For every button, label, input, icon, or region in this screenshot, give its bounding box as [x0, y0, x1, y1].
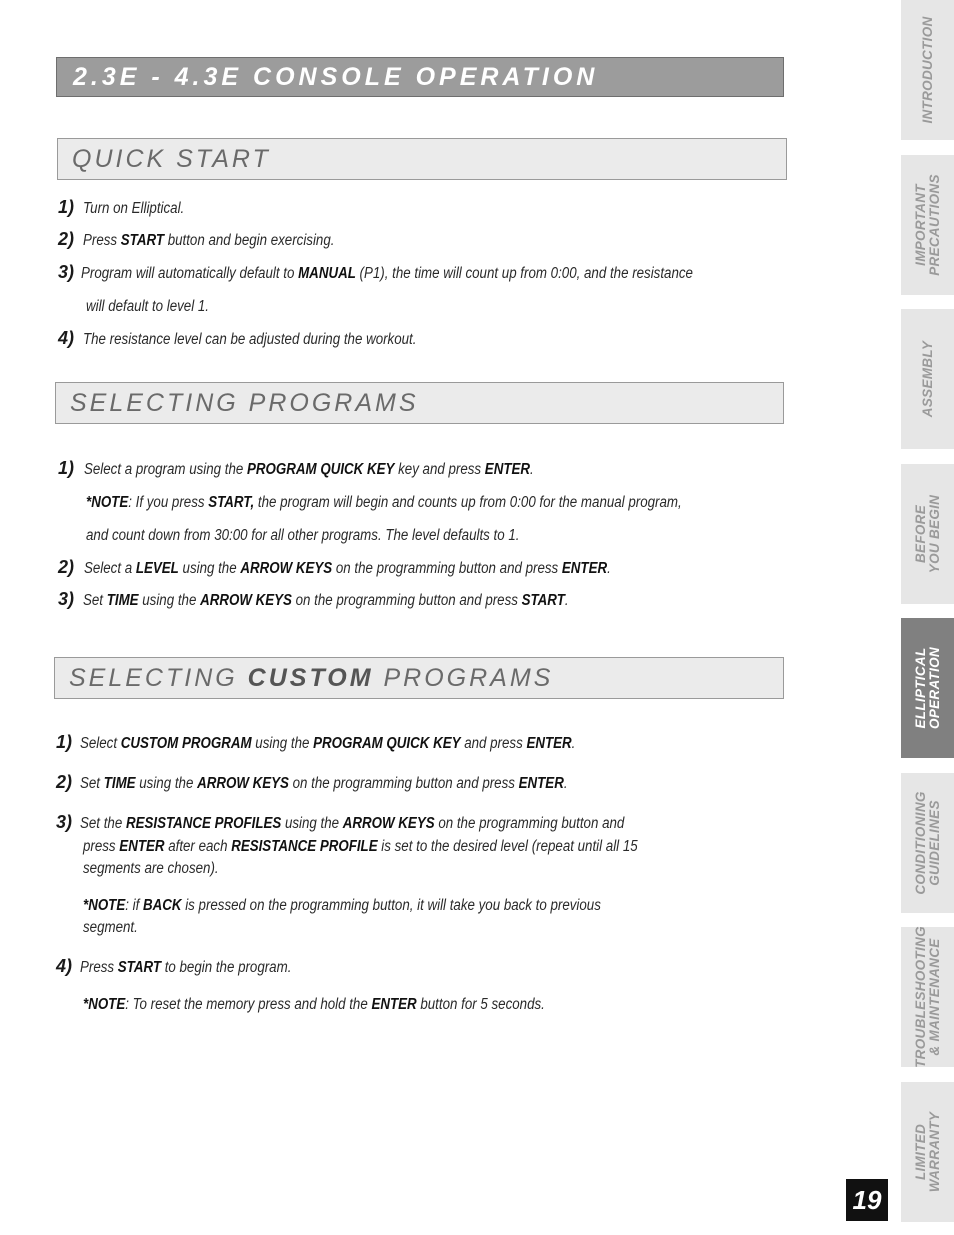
- text-run: on the programming button and: [434, 815, 625, 832]
- item-number: 1): [58, 197, 75, 217]
- text-run: using the: [135, 775, 198, 792]
- keyword: ENTER: [518, 775, 564, 792]
- selecting-custom-title: [69, 664, 553, 693]
- tab-label: IMPORTANT PRECAUTIONS: [912, 174, 942, 276]
- item-number: 1): [58, 458, 75, 478]
- keyword: PROGRAM QUICK KEY: [313, 735, 461, 752]
- text-run: the program will begin and counts up from 0:00 for the manual program,: [254, 494, 682, 511]
- tab-limited-warranty[interactable]: [901, 1082, 954, 1222]
- tab-assembly[interactable]: [901, 309, 954, 449]
- text-run: button and begin exercising.: [163, 232, 335, 249]
- text-run: using the: [281, 815, 343, 832]
- keyword: MANUAL: [298, 265, 356, 282]
- keyword: START: [117, 959, 161, 976]
- text-run: on the programming button and press: [288, 775, 519, 792]
- text-run: Press: [80, 959, 118, 976]
- keyword: TIME: [106, 592, 139, 609]
- text-run: Press: [83, 232, 121, 249]
- instruction-line: [83, 838, 638, 856]
- keyword: *NOTE: [83, 897, 126, 914]
- tab-label: BEFORE YOU BEGIN: [912, 494, 942, 574]
- keyword: START: [521, 592, 565, 609]
- instruction-line: [83, 996, 545, 1014]
- instruction-line: [80, 775, 568, 793]
- text-run: is set to the desired level (repeat until all 15: [377, 838, 638, 855]
- selecting-programs-header: [55, 382, 784, 424]
- text-run: press: [83, 838, 120, 855]
- text-run: .: [563, 775, 568, 792]
- quick-start-header: [57, 138, 787, 180]
- tab-label: LIMITED WARRANTY: [912, 1111, 942, 1193]
- text-run: Set: [80, 775, 104, 792]
- instruction-line: [86, 494, 682, 512]
- item-number: 2): [58, 229, 75, 249]
- text-run: : To reset the memory press and hold the: [125, 996, 372, 1013]
- tab-conditioning-guidelines[interactable]: [901, 773, 954, 913]
- keyword: BACK: [142, 897, 182, 914]
- text-run: .: [564, 592, 569, 609]
- instruction-line: [83, 200, 184, 218]
- item-number: 2): [56, 772, 73, 792]
- text-run: Select: [80, 735, 121, 752]
- text-run: to begin the program.: [160, 959, 292, 976]
- instruction-line: [83, 232, 334, 250]
- quick-start-title: QUICK START: [72, 145, 271, 173]
- instruction-line: [80, 815, 624, 833]
- instruction-line: [86, 298, 209, 316]
- chapter-tabs: [901, 0, 954, 1235]
- item-number: 3): [56, 812, 73, 832]
- tab-introduction[interactable]: [901, 0, 954, 140]
- text-run: Set: [83, 592, 107, 609]
- tab-label: INTRODUCTION: [919, 16, 935, 124]
- keyword: ARROW KEYS: [200, 592, 292, 609]
- text-run: Select a program using the: [84, 461, 248, 478]
- title-pre: SELECTING: [69, 664, 248, 692]
- text-run: : If you press: [128, 494, 209, 511]
- selecting-programs-title: SELECTING PROGRAMS: [70, 389, 419, 417]
- instruction-line: [84, 461, 534, 479]
- keyword: RESISTANCE PROFILES: [125, 815, 282, 832]
- text-run: using the: [178, 560, 241, 577]
- keyword: *NOTE: [86, 494, 129, 511]
- keyword: START,: [208, 494, 255, 511]
- instruction-line: [86, 527, 519, 545]
- page-title: 2.3E - 4.3E CONSOLE OPERATION: [73, 63, 599, 91]
- keyword: PROGRAM QUICK KEY: [247, 461, 395, 478]
- tab-before-you-begin[interactable]: [901, 464, 954, 604]
- text-run: segments are chosen).: [83, 860, 219, 877]
- keyword: ENTER: [561, 560, 608, 577]
- keyword: TIME: [103, 775, 136, 792]
- selecting-custom-header: [54, 657, 784, 699]
- text-run: Program will automatically default to: [81, 265, 299, 282]
- text-run: will default to level 1.: [86, 298, 210, 315]
- keyword: ENTER: [371, 996, 417, 1013]
- tab-label: ASSEMBLY: [919, 340, 935, 418]
- tab-label: CONDITIONING GUIDELINES: [912, 791, 942, 895]
- tab-troubleshooting-maintenance[interactable]: [901, 927, 954, 1067]
- keyword: ARROW KEYS: [342, 815, 435, 832]
- item-number: 3): [58, 589, 75, 609]
- instruction-line: [83, 897, 601, 915]
- item-number: 4): [58, 328, 75, 348]
- tab-label: ELLIPTICAL OPERATION: [912, 647, 942, 729]
- text-run: Turn on Elliptical.: [83, 200, 185, 217]
- keyword: RESISTANCE PROFILE: [231, 838, 378, 855]
- keyword: LEVEL: [135, 560, 179, 577]
- keyword: START: [120, 232, 164, 249]
- instruction-line: [83, 331, 416, 349]
- keyword: ENTER: [526, 735, 572, 752]
- instruction-line: [83, 919, 138, 937]
- text-run: Select a: [84, 560, 136, 577]
- page-title-bar: [56, 57, 784, 97]
- text-run: is pressed on the programming button, it will take you back to previous: [181, 897, 601, 914]
- text-run: key and press: [394, 461, 485, 478]
- text-run: The resistance level can be adjusted during the workout.: [83, 331, 417, 348]
- text-run: .: [529, 461, 534, 478]
- text-run: using the: [138, 592, 201, 609]
- instruction-line: [81, 265, 693, 283]
- text-run: after each: [164, 838, 232, 855]
- keyword: *NOTE: [83, 996, 126, 1013]
- text-run: on the programming button and press: [332, 560, 562, 577]
- text-run: : if: [125, 897, 143, 914]
- item-number: 2): [58, 557, 75, 577]
- tab-elliptical-operation[interactable]: [901, 618, 954, 758]
- text-run: and count down from 30:00 for all other programs. The level defaults to 1.: [86, 527, 520, 544]
- keyword: ARROW KEYS: [197, 775, 289, 792]
- text-run: (P1), the time will count up from 0:00, and the resistance: [355, 265, 693, 282]
- tab-label: TROUBLESHOOTING & MAINTENANCE: [912, 926, 942, 1068]
- text-run: Set the: [80, 815, 126, 832]
- text-run: segment.: [83, 919, 138, 936]
- keyword: ENTER: [484, 461, 530, 478]
- title-bold: CUSTOM: [247, 664, 374, 692]
- keyword: ENTER: [119, 838, 165, 855]
- instruction-line: [83, 592, 569, 610]
- text-run: and press: [460, 735, 527, 752]
- keyword: CUSTOM PROGRAM: [120, 735, 252, 752]
- keyword: ARROW KEYS: [240, 560, 333, 577]
- text-run: .: [607, 560, 611, 577]
- text-run: on the programming button and press: [291, 592, 522, 609]
- page-number: 19: [846, 1179, 888, 1221]
- instruction-line: [80, 735, 575, 753]
- item-number: 4): [56, 956, 73, 976]
- text-run: button for 5 seconds.: [416, 996, 545, 1013]
- item-number: 1): [56, 732, 73, 752]
- instruction-line: [83, 860, 219, 878]
- text-run: .: [571, 735, 576, 752]
- item-number: 3): [58, 262, 75, 282]
- instruction-line: [80, 959, 291, 977]
- instruction-line: [84, 560, 611, 578]
- tab-important-precautions[interactable]: [901, 155, 954, 295]
- text-run: using the: [251, 735, 314, 752]
- title-post: PROGRAMS: [373, 664, 554, 692]
